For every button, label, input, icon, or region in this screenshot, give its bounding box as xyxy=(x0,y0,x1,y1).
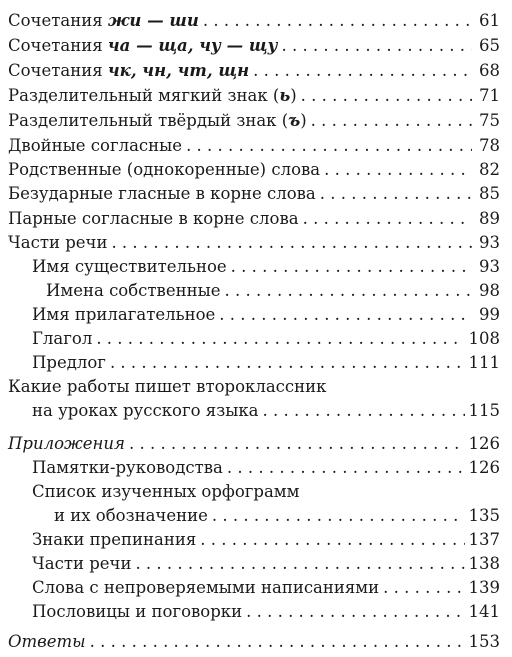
dot-leader xyxy=(227,456,465,480)
toc-page-number: 99 xyxy=(479,305,500,324)
toc-page-number: 85 xyxy=(479,184,500,203)
dot-leader xyxy=(135,552,464,576)
toc-entry-appendices[interactable] xyxy=(8,432,500,456)
toc-entry-title: Разделительный мягкий знак (ь) xyxy=(8,86,297,105)
toc-entry-parts-of-speech[interactable] xyxy=(8,231,500,255)
toc-page-number: 139 xyxy=(468,578,500,597)
toc-entry-title: Слова с непроверяемыми написаниями xyxy=(32,578,380,597)
toc-entry-title: Двойные согласные xyxy=(8,136,183,155)
dot-leader xyxy=(303,207,472,231)
toc-entry-title: Сочетания жи — ши xyxy=(8,11,199,30)
toc-page-number: 126 xyxy=(468,458,500,477)
toc-page-number: 153 xyxy=(468,632,500,651)
toc-page-number: 115 xyxy=(468,401,500,420)
toc-entry-unstressed-vowels[interactable] xyxy=(8,182,500,206)
dot-leader xyxy=(200,528,464,552)
toc-page-number: 78 xyxy=(479,136,500,155)
toc-entry-verb[interactable] xyxy=(32,327,500,351)
toc-entry-title: Имена собственные xyxy=(46,281,221,300)
toc-entry-title: на уроках русского языка xyxy=(32,401,259,420)
toc-entry-double-consonants[interactable] xyxy=(8,134,500,158)
toc-page-number: 111 xyxy=(468,353,500,372)
toc-entry-title: Имя прилагательное xyxy=(32,305,216,324)
dot-leader xyxy=(320,182,472,206)
toc-entry-answers[interactable] xyxy=(8,630,500,654)
toc-entry-title: Ответы xyxy=(8,632,86,651)
dot-leader xyxy=(231,255,472,279)
toc-entry-title: Родственные (однокоренные) слова xyxy=(8,160,321,179)
toc-entry-title: Пословицы и поговорки xyxy=(32,602,243,621)
toc-entry-related-words[interactable] xyxy=(8,158,500,182)
toc-page-number: 68 xyxy=(479,61,500,80)
toc-page-number: 82 xyxy=(479,160,500,179)
dot-leader xyxy=(253,59,472,83)
dot-leader xyxy=(383,576,464,600)
toc-entry-guides[interactable] xyxy=(32,456,500,480)
toc-page-number: 61 xyxy=(479,11,500,30)
dot-leader xyxy=(301,84,472,108)
toc-entry-title: Парные согласные в корне слова xyxy=(8,209,299,228)
toc-entry-hard-sign[interactable] xyxy=(8,109,500,133)
toc-entry-cha-shcha[interactable] xyxy=(8,34,500,58)
toc-page-number: 135 xyxy=(468,506,500,525)
toc-page-number: 75 xyxy=(479,111,500,130)
toc-entry-adjective[interactable] xyxy=(32,303,500,327)
toc-page-number: 93 xyxy=(479,233,500,252)
dot-leader xyxy=(225,279,473,303)
toc-page-number: 138 xyxy=(468,554,500,573)
toc-entry-title: Памятки-руководства xyxy=(32,458,223,477)
toc-entry-preposition[interactable] xyxy=(32,351,500,375)
dot-leader xyxy=(212,504,465,528)
toc-entry-title: Имя существительное xyxy=(32,257,227,276)
dot-leader xyxy=(246,600,464,624)
dot-leader xyxy=(263,399,465,423)
toc-page-number: 65 xyxy=(479,36,500,55)
toc-entry-proverbs[interactable] xyxy=(32,600,500,624)
dot-leader xyxy=(186,134,472,158)
toc-entry-title: Сочетания ча — ща, чу — щу xyxy=(8,36,278,55)
toc-entry-title: Разделительный твёрдый знак (ъ) xyxy=(8,111,307,130)
dot-leader xyxy=(324,158,472,182)
toc-entry-proper-names[interactable] xyxy=(46,279,500,303)
dot-leader xyxy=(203,9,472,33)
toc-page-number: 137 xyxy=(468,530,500,549)
toc-entry-unverifiable-spellings[interactable] xyxy=(32,576,500,600)
toc-entry-parts-of-speech-appendix[interactable] xyxy=(32,552,500,576)
dot-leader xyxy=(111,231,472,255)
toc-entry-title: Безударные гласные в корне слова xyxy=(8,184,316,203)
toc-page-number: 98 xyxy=(479,281,500,300)
dot-leader xyxy=(90,630,465,654)
toc-page-number: 126 xyxy=(468,434,500,453)
toc-entry-title: Глагол xyxy=(32,329,93,348)
toc-entry-orthograms[interactable] xyxy=(54,504,500,528)
toc-entry-title: Части речи xyxy=(8,233,108,252)
toc-entry-soft-sign[interactable] xyxy=(8,84,500,108)
dot-leader xyxy=(311,109,472,133)
toc-entry-chk-chn[interactable] xyxy=(8,59,500,83)
toc-entry-title: Знаки препинания xyxy=(32,530,197,549)
dot-leader xyxy=(281,34,472,58)
dot-leader xyxy=(129,432,465,456)
toc-entry-orthograms-line1: Список изученных орфограмм xyxy=(32,482,300,501)
dot-leader xyxy=(219,303,472,327)
toc-entry-paired-consonants[interactable] xyxy=(8,207,500,231)
toc-page-number: 141 xyxy=(468,602,500,621)
dot-leader xyxy=(110,351,465,375)
toc-page-number: 71 xyxy=(479,86,500,105)
toc-entry-title: и их обозначение xyxy=(54,506,208,525)
toc-entry-punctuation[interactable] xyxy=(32,528,500,552)
toc-entry-works-line1: Какие работы пишет второклассник xyxy=(8,377,327,396)
toc-entry-title: Части речи xyxy=(32,554,132,573)
toc-page-number: 108 xyxy=(468,329,500,348)
toc-entry-zhi-shi[interactable] xyxy=(8,9,500,33)
toc-page-number: 89 xyxy=(479,209,500,228)
toc-entry-title: Предлог xyxy=(32,353,106,372)
toc-page-number: 93 xyxy=(479,257,500,276)
dot-leader xyxy=(96,327,464,351)
toc-entry-title: Приложения xyxy=(8,434,125,453)
toc-entry-title: Сочетания чк, чн, чт, щн xyxy=(8,61,250,80)
toc-entry-works[interactable] xyxy=(32,399,500,423)
toc-entry-noun[interactable] xyxy=(32,255,500,279)
